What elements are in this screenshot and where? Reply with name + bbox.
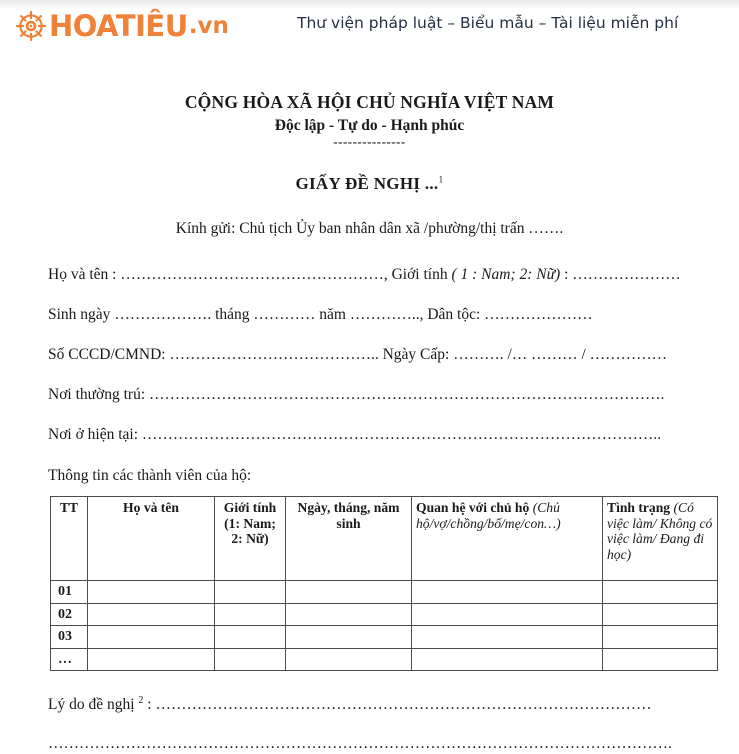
permanent-address-dots: ………………………………………………………………………………………. — [149, 386, 665, 403]
ethnicity-label: Dân tộc: — [423, 306, 485, 323]
table-head — [51, 497, 718, 581]
cell-dob[interactable] — [286, 603, 412, 626]
gender-hint: ( 1 : Nam; 2: Nữ) — [451, 266, 561, 283]
reason-footnote-marker: 2 — [138, 695, 144, 706]
column-header-fullname-label: Họ và tên — [123, 500, 179, 515]
cell-gender[interactable] — [215, 603, 286, 626]
document-body — [0, 58, 739, 754]
cell-fullname[interactable] — [88, 626, 215, 649]
cell-gender[interactable] — [215, 581, 286, 604]
cell-dob[interactable] — [286, 626, 412, 649]
id-dots: ………………………………….. — [169, 346, 379, 363]
issue-date-dots: ………. /… ……… / …………… — [453, 346, 668, 363]
row-index: 01 — [51, 581, 88, 604]
column-header-gender — [215, 497, 286, 581]
cell-status[interactable] — [603, 603, 718, 626]
birth-month-dots: ………… — [253, 306, 316, 323]
column-header-dob-label: Ngày, tháng, năm sinh — [297, 500, 400, 531]
national-motto: Độc lập - Tự do - Hạnh phúc — [274, 117, 465, 134]
field-fullname-gender — [22, 265, 717, 285]
column-header-relation-note: (Chủ hộ/vợ/chồng/bố/mẹ/con…) — [416, 500, 561, 531]
site-header — [0, 0, 739, 58]
reason-dots: : …………………………………………………………………………………… — [143, 696, 652, 714]
column-header-tt — [51, 497, 88, 581]
cell-status[interactable] — [603, 648, 718, 671]
site-tagline: Thư viện pháp luật – Biểu mẫu – Tài liệu miễn phí — [297, 14, 679, 32]
birth-month-label: tháng — [211, 306, 254, 323]
cell-relation[interactable] — [412, 648, 603, 671]
column-header-status-label: Tình trạng — [607, 500, 671, 515]
brand-tld: .vn — [188, 13, 229, 39]
recipient-line: Kính gửi: Chủ tịch Ủy ban nhân dân xã /phường/thị trấn ……. — [175, 220, 564, 237]
national-title: CỘNG HÒA XÃ HỘI CHỦ NGHĨA VIỆT NAM — [184, 92, 555, 112]
field-id-number — [22, 345, 717, 365]
birth-year-dots: ………….., — [349, 306, 424, 323]
brand-name: HOATIÊU — [49, 9, 188, 43]
cell-gender[interactable] — [215, 626, 286, 649]
reason-label: Lý do đề nghị — [48, 696, 139, 714]
column-header-relation-label: Quan hệ với chủ hộ — [416, 500, 530, 515]
table-header-row — [51, 497, 718, 581]
current-address-dots: ……………………………………………………………………………………….. — [141, 426, 662, 443]
field-birthdate-ethnicity — [22, 305, 717, 325]
field-current-address — [22, 425, 717, 445]
household-members-table — [50, 496, 718, 671]
ship-wheel-icon — [14, 9, 48, 43]
issue-date-label: Ngày Cấp: — [378, 346, 454, 363]
table-row[interactable] — [51, 581, 718, 604]
cell-status[interactable] — [603, 626, 718, 649]
table-row[interactable] — [51, 603, 718, 626]
column-header-gender-note: (1: Nam; 2: Nữ) — [224, 515, 276, 546]
row-index: 03 — [51, 626, 88, 649]
site-logo[interactable] — [14, 6, 229, 46]
row-index: 02 — [51, 603, 88, 626]
reason-continuation-dots: …………………………………………………………………………………………………………. — [48, 735, 672, 753]
page-title — [22, 174, 717, 194]
ethnicity-dots: ………………… — [484, 306, 593, 323]
table-body — [51, 581, 718, 671]
cell-dob[interactable] — [286, 581, 412, 604]
household-members-section-label: Thông tin các thành viên của hộ: — [48, 467, 252, 484]
cell-fullname[interactable] — [88, 581, 215, 604]
column-header-gender-label: Giới tính — [223, 500, 277, 515]
column-header-tt-label: TT — [59, 500, 79, 515]
cell-relation[interactable] — [412, 603, 603, 626]
row-index: … — [51, 648, 88, 671]
table-row[interactable] — [51, 648, 718, 671]
column-header-status-note: (Có việc làm/ Không có việc làm/ Đang đi học) — [607, 500, 713, 562]
cell-fullname[interactable] — [88, 648, 215, 671]
cell-relation[interactable] — [412, 581, 603, 604]
birth-year-label: năm — [315, 306, 350, 323]
permanent-address-label: Nơi thường trú: — [48, 386, 149, 403]
current-address-label: Nơi ở hiện tại: — [48, 426, 142, 443]
gender-label: Giới tính — [387, 266, 452, 283]
page-title-footnote-marker: 1 — [438, 175, 444, 186]
page-title-text: GIẤY ĐỀ NGHỊ ... — [295, 174, 439, 193]
birth-label: Sinh ngày — [48, 306, 115, 323]
gender-dots: : ………………… — [560, 266, 681, 283]
birth-day-dots: ………………. — [114, 306, 212, 323]
cell-relation[interactable] — [412, 626, 603, 649]
cell-status[interactable] — [603, 581, 718, 604]
column-header-status — [603, 497, 718, 581]
cell-dob[interactable] — [286, 648, 412, 671]
id-label: Số CCCD/CMND: — [48, 346, 170, 363]
cell-gender[interactable] — [215, 648, 286, 671]
column-header-fullname — [88, 497, 215, 581]
column-header-relation — [412, 497, 603, 581]
fullname-label: Họ và tên : — [48, 266, 121, 283]
field-reason — [22, 691, 717, 715]
table-row[interactable] — [51, 626, 718, 649]
fullname-dots: ……………………………………………, — [120, 266, 388, 283]
field-permanent-address — [22, 385, 717, 405]
motto-divider: --------------- — [333, 134, 406, 149]
column-header-dob — [286, 497, 412, 581]
cell-fullname[interactable] — [88, 603, 215, 626]
